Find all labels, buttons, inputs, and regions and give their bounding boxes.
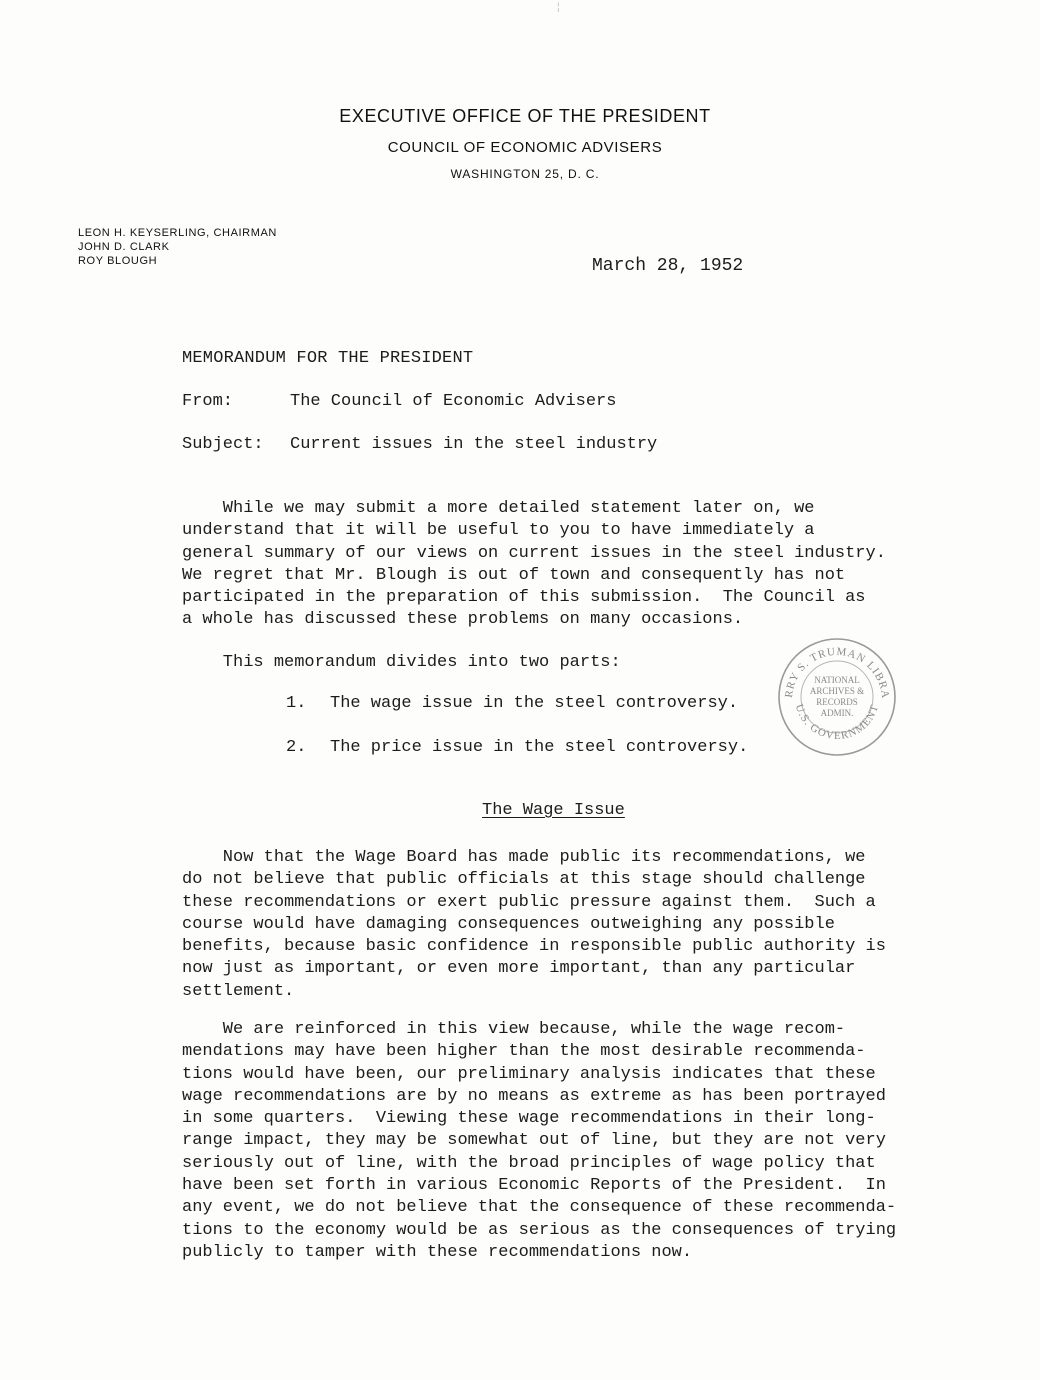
stamp-line-2: ARCHIVES & (809, 686, 865, 696)
memo-date: March 28, 1952 (592, 256, 744, 276)
list-number: 1. (286, 694, 307, 713)
list-item (286, 694, 738, 713)
section-heading-wage: The Wage Issue (482, 801, 625, 820)
stamp-seal-icon (776, 636, 898, 758)
list-number: 2. (286, 738, 307, 757)
list-text: The price issue in the steel controversy. (330, 738, 749, 757)
letterhead-council: COUNCIL OF ECONOMIC ADVISERS (387, 139, 663, 156)
member-blough: ROY BLOUGH (78, 255, 158, 267)
stamp-line-3: RECORDS (816, 697, 858, 707)
subject-label: Subject: (182, 435, 264, 454)
letterhead-title: EXECUTIVE OFFICE OF THE PRESIDENT (339, 106, 711, 126)
stamp-line-1: NATIONAL (814, 675, 860, 685)
from-row (182, 392, 616, 411)
wage-paragraph-2: We are reinforced in this view because, while the wage recom- mendations may have been higher than the most desirable recommenda- tions would have been, our preliminary analysis indicates that these wage recommendations are by no means as extreme as has been portrayed in some quarters. Viewing these wage recommendations in their long- range impact, they may be somewhat out of line, but they are not very seriously out of line, with the broad principles of wage policy that have been set forth in various Economic Reports of the President. In any event, we do not believe that the consequence of these recommenda- tions to the economy would be as serious as the consequences of trying publicly to tamper with these recommendations now. (182, 1020, 897, 1262)
list-item (286, 738, 748, 757)
divides-paragraph: This memorandum divides into two parts: (182, 653, 621, 672)
letterhead-address: WASHINGTON 25, D. C. (450, 167, 600, 181)
member-chairman: LEON H. KEYSERLING, CHAIRMAN (78, 227, 277, 239)
page-mark: ¦ (557, 2, 560, 13)
stamp-arc-bottom: U.S. GOVERNMENT (792, 702, 882, 742)
from-value: The Council of Economic Advisers (290, 392, 617, 411)
stamp-arc-top: RRY S. TRUMAN LIBRA (782, 645, 892, 700)
council-members (78, 226, 277, 268)
wage-paragraph-1: Now that the Wage Board has made public its recommendations, we do not believe that public officials at this stage should challenge these recommendations or exert public pressure against them. Such a course would have damaging consequences outweighing any possible benefits, because basic confidence in responsible public authority is now just as important, or even more important, than any particular settlement. (182, 848, 886, 1001)
intro-paragraph: While we may submit a more detailed statement later on, we understand that it will be useful to you to have immediately a general summary of our views on current issues in the steel industry. We regret that Mr. Blough is out of town and consequently has not participated in the preparation of this submission. The Council as a whole has discussed these problems on many occasions. (182, 499, 886, 630)
stamp-line-4: ADMIN. (820, 708, 854, 718)
archives-stamp (776, 636, 898, 758)
member-clark: JOHN D. CLARK (78, 241, 170, 253)
subject-row (182, 435, 657, 454)
list-text: The wage issue in the steel controversy. (330, 694, 739, 713)
memo-heading: MEMORANDUM FOR THE PRESIDENT (182, 349, 474, 368)
subject-value: Current issues in the steel industry (290, 435, 658, 454)
from-label: From: (182, 392, 234, 411)
